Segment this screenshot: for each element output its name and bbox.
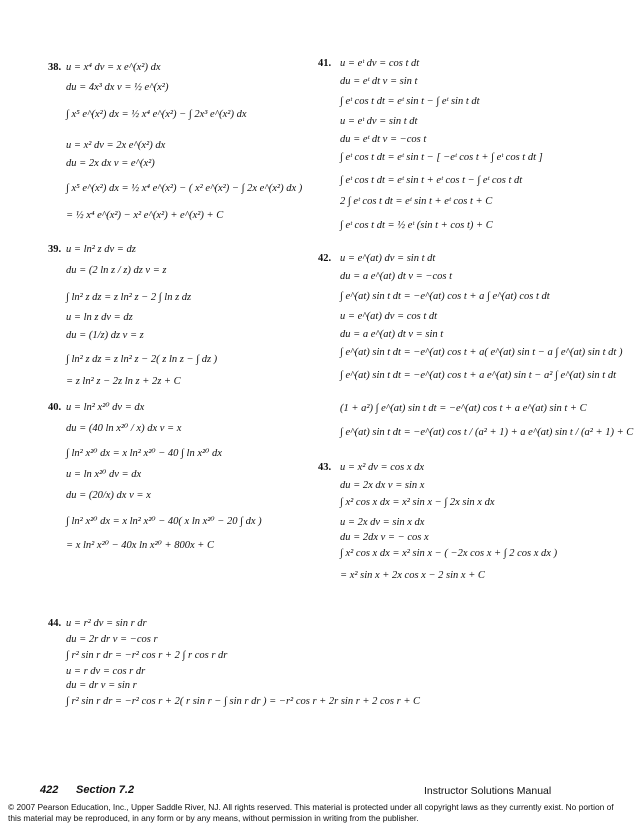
solution-line: (1 + a²) ∫ e^(at) sin t dt = −e^(at) cos t + a e^(at) sin t + C — [340, 403, 587, 414]
solution-line: du = (1/z) dz v = z — [66, 330, 144, 341]
copyright-text: this material may be reproduced, in any form or by any means, without permission in writing from the publisher. — [8, 813, 419, 823]
solution-line: du = eᵗ dt v = sin t — [340, 76, 418, 87]
solution-line: u = r dv = cos r dr — [66, 666, 146, 677]
solution-line: u = eᵗ dv = cos t dt — [340, 58, 420, 69]
problem-number: 38. — [48, 62, 62, 73]
solution-line: du = (40 ln x²⁰ / x) dx v = x — [66, 423, 182, 434]
solution-line: u = x² dv = 2x e^(x²) dx — [66, 140, 166, 151]
solution-line: u = eᵗ dv = sin t dt — [340, 116, 418, 127]
problem-number: 39. — [48, 244, 62, 255]
solution-line: du = 2x dx v = sin x — [340, 480, 425, 491]
solution-line: du = (2 ln z / z) dz v = z — [66, 265, 167, 276]
solution-line: du = dr v = sin r — [66, 680, 137, 691]
solution-line: u = ln² x²⁰ dv = dx — [66, 402, 145, 413]
solution-line: ∫ x⁵ e^(x²) dx = ½ x⁴ e^(x²) − ( x² e^(x²) − ∫ 2x e^(x²) dx ) — [66, 183, 303, 194]
problem-number: 41. — [318, 58, 332, 69]
solution-line: = x ln² x²⁰ − 40x ln x²⁰ + 800x + C — [66, 540, 214, 551]
solution-line: ∫ eᵗ cos t dt = eᵗ sin t + eᵗ cos t − ∫ eᵗ cos t dt — [340, 175, 523, 186]
solution-line: du = 2dx v = − cos x — [340, 532, 429, 543]
solution-line: ∫ ln² z dz = z ln² z − 2( z ln z − ∫ dz ) — [66, 354, 218, 365]
page-number: 422 — [40, 784, 59, 796]
solution-line: u = e^(at) dv = sin t dt — [340, 253, 436, 264]
solution-line: du = 2x dx v = e^(x²) — [66, 158, 155, 169]
solution-line: = ½ x⁴ e^(x²) − x² e^(x²) + e^(x²) + C — [66, 210, 224, 221]
solution-line: ∫ x⁵ e^(x²) dx = ½ x⁴ e^(x²) − ∫ 2x³ e^(x²) dx — [66, 109, 247, 120]
copyright-text: © 2007 Pearson Education, Inc., Upper Saddle River, NJ. All rights reserved. This material is protected under all copyright laws as they currently exist. No portion of — [8, 802, 614, 812]
solution-line: du = 4x³ dx v = ½ e^(x²) — [66, 82, 169, 93]
solution-line: ∫ ln² x²⁰ dx = x ln² x²⁰ − 40( x ln x²⁰ − 20 ∫ dx ) — [66, 516, 262, 527]
solution-line: ∫ e^(at) sin t dt = −e^(at) cos t + a( e^(at) sin t − a ∫ e^(at) sin t dt ) — [340, 347, 623, 358]
solution-line: u = x² dv = cos x dx — [340, 462, 425, 473]
problem-number: 42. — [318, 253, 332, 264]
solution-line: = x² sin x + 2x cos x − 2 sin x + C — [340, 570, 485, 581]
solution-line: du = a e^(at) dt v = sin t — [340, 329, 444, 340]
solution-line: du = eᵗ dt v = −cos t — [340, 134, 427, 145]
solution-line: u = ln² z dv = dz — [66, 244, 136, 255]
solution-line: u = ln x²⁰ dv = dx — [66, 469, 142, 480]
solution-line: ∫ e^(at) sin t dt = −e^(at) cos t / (a² + 1) + a e^(at) sin t / (a² + 1) + C — [340, 427, 634, 438]
solution-line: ∫ eᵗ cos t dt = eᵗ sin t − [ −eᵗ cos t + ∫ eᵗ cos t dt ] — [340, 152, 543, 163]
problem-number: 44. — [48, 618, 62, 629]
manual-title: Instructor Solutions Manual — [424, 785, 552, 797]
solution-line: u = r² dv = sin r dr — [66, 618, 147, 629]
solution-line: = z ln² z − 2z ln z + 2z + C — [66, 376, 181, 387]
solution-line: du = (20/x) dx v = x — [66, 490, 151, 501]
solution-line: ∫ x² cos x dx = x² sin x − ∫ 2x sin x dx — [340, 497, 495, 508]
section-label: Section 7.2 — [76, 784, 135, 796]
solution-line: ∫ ln² z dz = z ln² z − 2 ∫ ln z dz — [66, 292, 192, 303]
problem-number: 40. — [48, 402, 62, 413]
solution-line: ∫ eᵗ cos t dt = eᵗ sin t − ∫ eᵗ sin t dt — [340, 96, 480, 107]
solution-line: ∫ r² sin r dr = −r² cos r + 2( r sin r − ∫ sin r dr ) = −r² cos r + 2r sin r + 2 cos r + C — [66, 696, 421, 707]
solution-line: du = a e^(at) dt v = −cos t — [340, 271, 452, 282]
solution-line: ∫ e^(at) sin t dt = −e^(at) cos t + a ∫ e^(at) cos t dt — [340, 291, 550, 302]
solution-line: u = ln z dv = dz — [66, 312, 133, 323]
solution-line: ∫ eᵗ cos t dt = ½ eᵗ (sin t + cos t) + C — [340, 220, 493, 231]
solution-line: 2 ∫ eᵗ cos t dt = eᵗ sin t + eᵗ cos t + C — [340, 196, 493, 207]
problem-number: 43. — [318, 462, 332, 473]
solution-line: du = 2r dr v = −cos r — [66, 634, 158, 645]
solution-line: u = x⁴ dv = x e^(x²) dx — [66, 62, 161, 73]
solution-line: u = 2x dv = sin x dx — [340, 517, 425, 528]
solution-line: u = e^(at) dv = cos t dt — [340, 311, 438, 322]
solution-line: ∫ e^(at) sin t dt = −e^(at) cos t + a e^(at) sin t − a² ∫ e^(at) sin t dt — [340, 370, 617, 381]
solution-line: ∫ r² sin r dr = −r² cos r + 2 ∫ r cos r dr — [66, 650, 228, 661]
solution-line: ∫ ln² x²⁰ dx = x ln² x²⁰ − 40 ∫ ln x²⁰ dx — [66, 448, 222, 459]
solution-line: ∫ x² cos x dx = x² sin x − ( −2x cos x + ∫ 2 cos x dx ) — [340, 548, 558, 559]
